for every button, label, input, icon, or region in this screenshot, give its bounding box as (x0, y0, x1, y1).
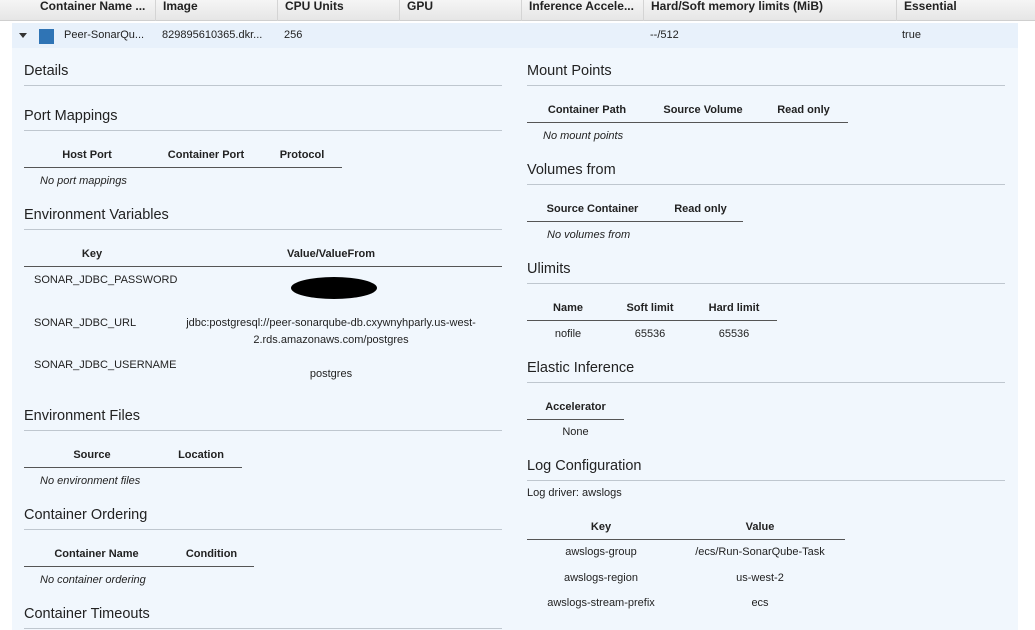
log-driver: Log driver: awslogs (527, 487, 622, 499)
env-value: jdbc:postgresql://peer-sonarqube-db.cxywnyhparly.us-west-2.rds.amazonaws.com/postgres (186, 317, 476, 346)
mount-points-empty: No mount points (543, 130, 624, 142)
container-table-header (0, 0, 1035, 21)
table-header-line (527, 539, 845, 540)
container-essential: true (902, 29, 921, 41)
container-color-swatch (39, 29, 54, 44)
divider (24, 130, 502, 131)
col-essential[interactable]: Essential (896, 0, 1035, 21)
th-key: Key (81, 248, 103, 260)
th-location: Location (178, 449, 224, 461)
container-row[interactable] (12, 23, 1018, 48)
redacted-value (291, 277, 377, 299)
log-value: /ecs/Run-SonarQube-Task (695, 546, 825, 558)
table-header-line (527, 419, 624, 420)
th-hard-limit: Hard limit (708, 302, 760, 314)
env-files-empty: No environment files (40, 475, 141, 487)
log-key: awslogs-group (565, 546, 637, 558)
th-container-path: Container Path (547, 104, 627, 116)
th-condition: Condition (185, 548, 238, 560)
mount-points-title: Mount Points (527, 63, 612, 79)
log-value: ecs (751, 597, 769, 609)
container-name[interactable]: Peer-SonarQu... (64, 29, 145, 41)
divider (24, 529, 502, 530)
container-cpu: 256 (284, 29, 303, 41)
th-source-container: Source Container (546, 203, 639, 215)
env-vars-title: Environment Variables (24, 207, 169, 223)
container-ordering-title: Container Ordering (24, 507, 148, 523)
container-details-panel (12, 48, 1018, 630)
table-header-line (24, 467, 242, 468)
env-key: SONAR_JDBC_URL (34, 317, 137, 329)
log-value: us-west-2 (736, 572, 784, 584)
ulimits-title: Ulimits (527, 261, 571, 277)
port-mappings-empty: No port mappings (40, 175, 127, 187)
collapse-caret-icon[interactable] (19, 33, 27, 38)
container-ordering-empty: No container ordering (40, 574, 146, 586)
th-container-name: Container Name (54, 548, 139, 560)
th-container-port: Container Port (167, 149, 245, 161)
table-header-line (24, 167, 342, 168)
elastic-inference-title: Elastic Inference (527, 360, 635, 376)
th-soft-limit: Soft limit (626, 302, 674, 314)
env-files-title: Environment Files (24, 408, 141, 424)
log-key: awslogs-stream-prefix (547, 597, 655, 609)
container-timeouts-title: Container Timeouts (24, 606, 150, 622)
divider (24, 430, 502, 431)
ulimit-hard: 65536 (718, 328, 750, 340)
port-mappings-title: Port Mappings (24, 108, 118, 124)
col-container-name[interactable]: Container Name ... (40, 0, 146, 13)
divider (527, 85, 1005, 86)
th-name: Name (553, 302, 583, 314)
table-header-line (24, 266, 502, 267)
env-key: SONAR_JDBC_PASSWORD (34, 274, 178, 286)
th-source: Source (73, 449, 111, 461)
accelerator-value: None (562, 426, 589, 438)
th-accelerator: Accelerator (545, 401, 606, 413)
divider (24, 628, 502, 629)
th-host-port: Host Port (62, 149, 112, 161)
th-source-volume: Source Volume (663, 104, 743, 116)
divider (527, 480, 1005, 481)
divider (527, 382, 1005, 383)
ulimit-name: nofile (554, 328, 582, 340)
details-title: Details (24, 63, 69, 79)
th-value: Value/ValueFrom (286, 248, 376, 260)
divider (527, 184, 1005, 185)
th-protocol: Protocol (279, 149, 325, 161)
th-read-only: Read only (674, 203, 727, 215)
env-key: SONAR_JDBC_USERNAME (34, 359, 177, 371)
divider (24, 229, 502, 230)
log-config-title: Log Configuration (527, 458, 642, 474)
table-header-line (24, 566, 254, 567)
container-image: 829895610365.dkr... (162, 29, 263, 41)
th-log-key: Key (590, 521, 612, 533)
th-log-value: Value (745, 521, 775, 533)
volumes-from-empty: No volumes from (547, 229, 631, 241)
divider (527, 283, 1005, 284)
col-image[interactable]: Image (155, 0, 277, 21)
table-header-line (527, 221, 743, 222)
col-memory-limits[interactable]: Hard/Soft memory limits (MiB) (643, 0, 896, 21)
table-header-line (527, 320, 777, 321)
th-read-only: Read only (777, 104, 830, 116)
col-cpu-units[interactable]: CPU Units (277, 0, 399, 21)
ulimit-soft: 65536 (634, 328, 666, 340)
col-inference-accelerator[interactable]: Inference Accele... (521, 0, 643, 21)
env-value: postgres (309, 368, 353, 380)
container-memory: --/512 (650, 29, 679, 41)
col-gpu[interactable]: GPU (399, 0, 521, 21)
log-key: awslogs-region (564, 572, 638, 584)
volumes-from-title: Volumes from (527, 162, 616, 178)
table-header-line (527, 122, 848, 123)
divider (24, 85, 502, 86)
